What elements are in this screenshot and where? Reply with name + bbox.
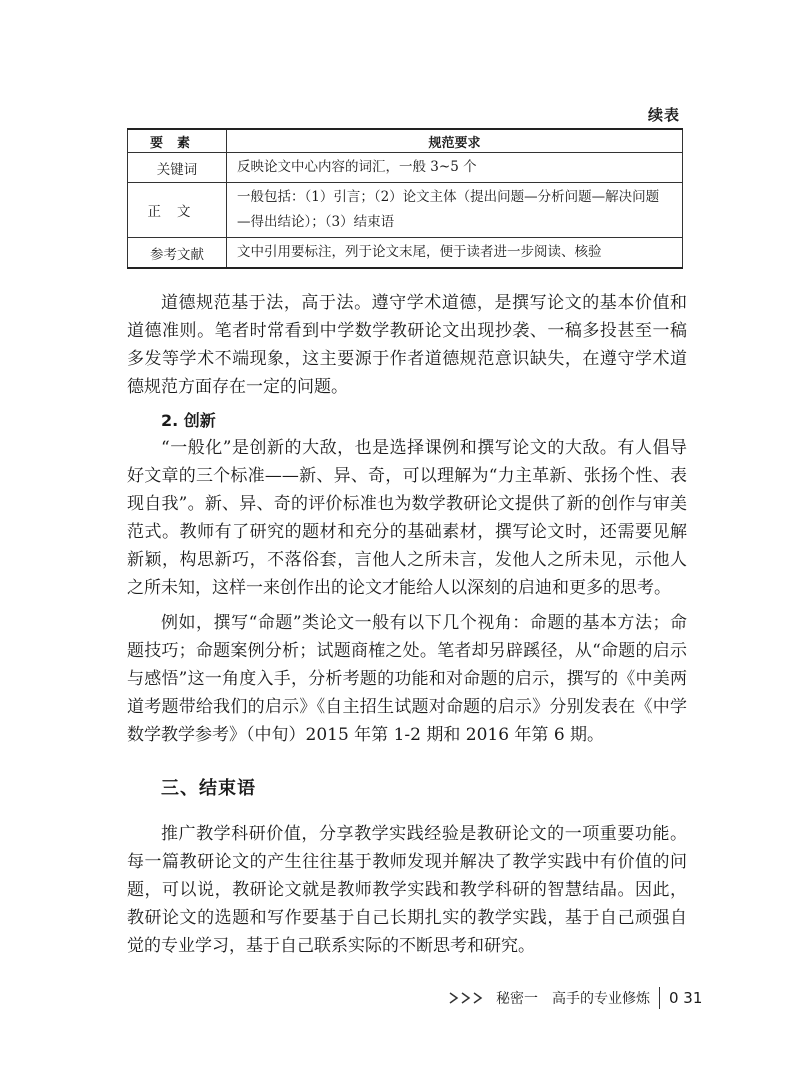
table-header-element: 要素 [128, 129, 227, 153]
table-header-requirement: 规范要求 [227, 129, 683, 153]
paragraph-innovation-2: 例如，撰写“命题”类论文一般有以下几个视角：命题的基本方法；命题技巧；命题案例分析；试题商榷之处。笔者却另辟蹊径，从“命题的启示与感悟”这一角度入手，分析考题的功能和对命题的启示，撰写的《中美两道考题带给我们的启示》《自主招生试题对命题的启示》分别发表在《中学数学教学参考》（中旬）2015 年第 1-2 期和 2016 年第 6 期。 [127, 613, 687, 745]
table-row [128, 238, 683, 269]
footer-divider [659, 987, 660, 1009]
table-cell-desc: 文中引用要标注，列于论文末尾，便于读者进一步阅读、核验 [227, 238, 683, 269]
paragraph-ethics: 道德规范基于法，高于法。遵守学术道德，是撰写论文的基本价值和道德准则。笔者时常看到中学数学教研论文出现抄袭、一稿多投甚至一稿多发等学术不端现象，这主要源于作者道德规范意识缺失，在遵守学术道德规范方面存在一定的问题。 [127, 293, 687, 397]
table-cell-name: 参考文献 [128, 238, 227, 269]
footer-title: 高手的专业修炼 [552, 991, 650, 1007]
footer-chapter: 秘密一 [496, 991, 538, 1007]
specification-table [127, 128, 683, 269]
section-heading-conclusion: 三、结束语 [161, 778, 256, 799]
table-header-row [128, 129, 683, 153]
paragraph-conclusion: 推广教学科研价值，分享教学实践经验是教研论文的一项重要功能。每一篇教研论文的产生往往基于教师发现并解决了教学实践中有价值的问题，可以说，教研论文就是教师教学实践和教学科研的智慧结晶。因此，教研论文的选题和写作要基于自己长期扎实的教学实践，基于自己顽强自觉的专业学习，基于自己联系实际的不断思考和研究。 [127, 824, 687, 956]
page-footer [448, 985, 702, 1011]
table-cell-name: 正文 [128, 183, 227, 238]
table-cell-desc: 一般包括：（1）引言；（2）论文主体（提出问题—分析问题—解决问题—得出结论）；（3）结束语 [227, 183, 683, 238]
table-cell-name: 关键词 [128, 153, 227, 183]
page-number: 0 31 [669, 989, 703, 1007]
table-continued-caption: 续表 [647, 106, 680, 124]
table-row [128, 183, 683, 238]
paragraph-innovation-1: “一般化”是创新的大敌，也是选择课例和撰写论文的大敌。有人倡导好文章的三个标准——新、异、奇，可以理解为“力主革新、张扬个性、表现自我”。新、异、奇的评价标准也为数学教研论文提供了新的创作与审美范式。教师有了研究的题材和充分的基础素材，撰写论文时，还需要见解新颖，构思新巧，不落俗套，言他人之所未言，发他人之所未见，示他人之所未知，这样一来创作出的论文才能给人以深刻的启迪和更多的思考。 [127, 438, 687, 598]
subheading-innovation: 2. 创新 [161, 411, 216, 430]
triple-chevron-right-icon [448, 991, 492, 1005]
table-cell-desc: 反映论文中心内容的词汇，一般 3~5 个 [227, 153, 683, 183]
table-row [128, 153, 683, 183]
